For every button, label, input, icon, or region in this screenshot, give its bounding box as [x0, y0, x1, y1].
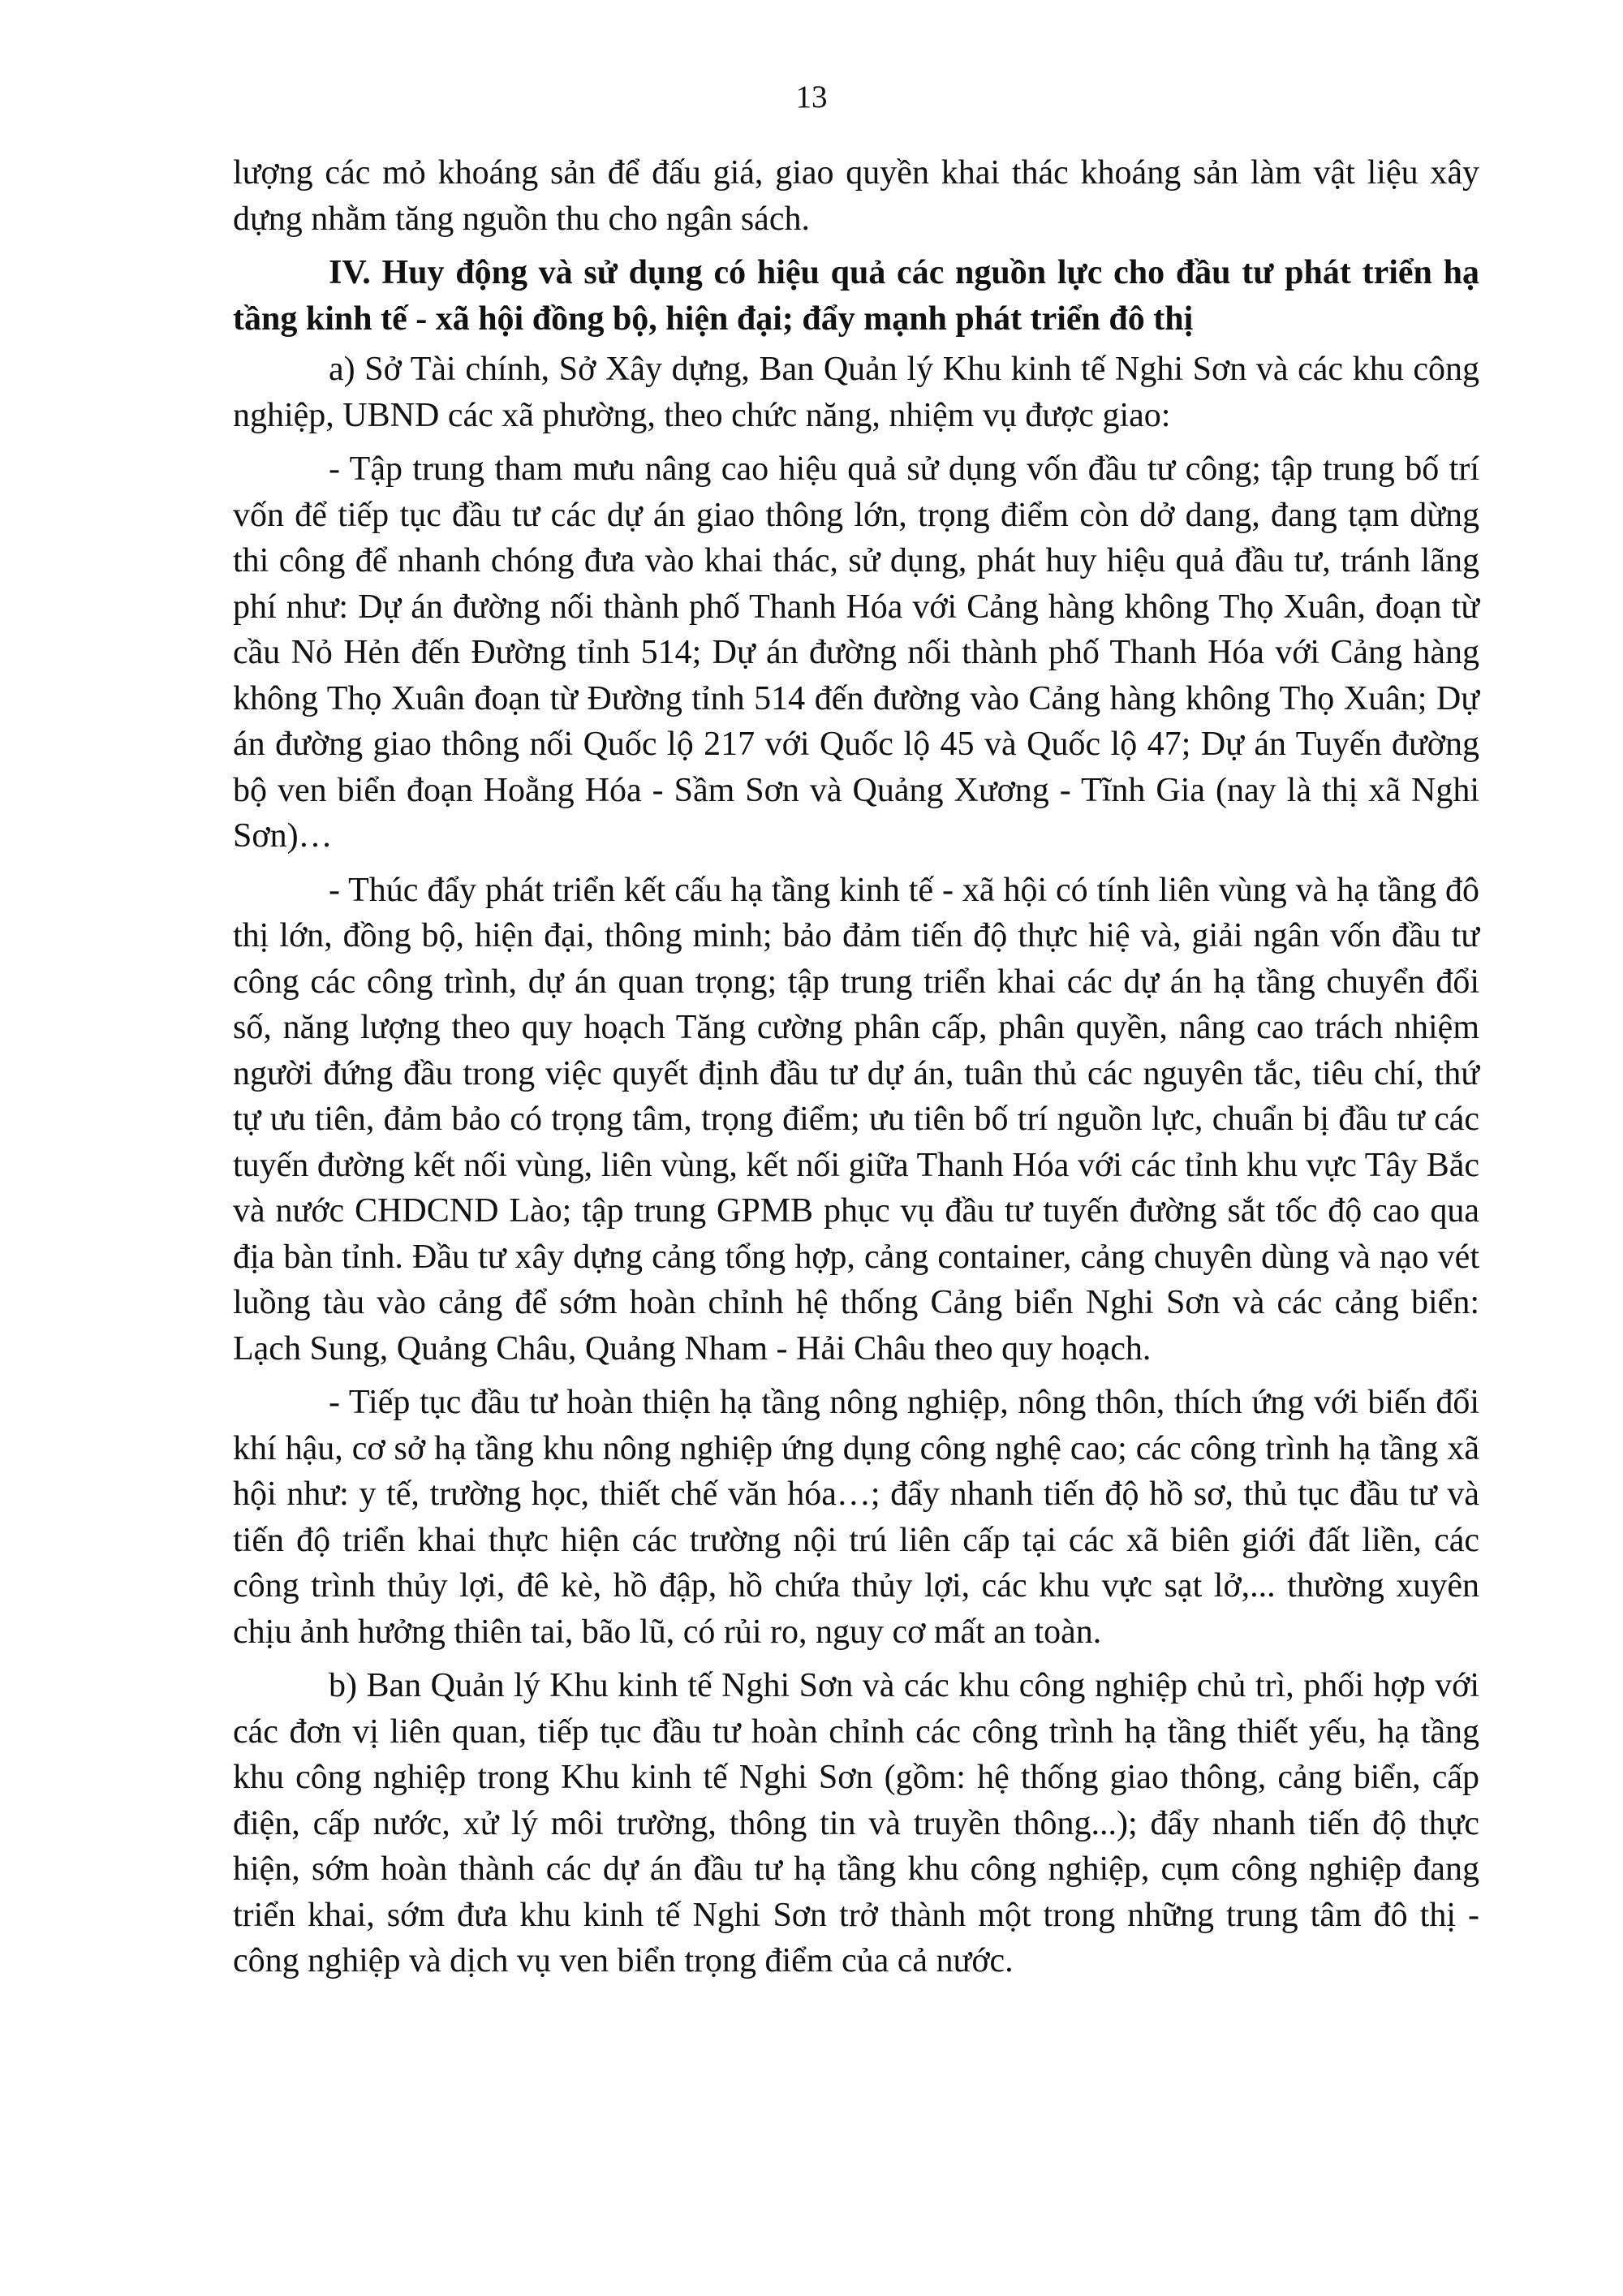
- page-number: 13: [795, 80, 828, 114]
- paragraph-a-item-1: - Tập trung tham mưu nâng cao hiệu quả sử dụng vốn đầu tư công; tập trung bố trí vốn để tiếp tục đầu tư các dự án giao thông lớn, trọng điểm còn dở dang, đang tạm dừng thi công để nhanh chóng đưa vào khai thác, sử dụng, phát huy hiệu quả đầu tư, tránh lãng phí như: Dự án đường nối thành phố Thanh Hóa với Cảng hàng không Thọ Xuân, đoạn từ cầu Nỏ Hẻn đến Đường tỉnh 514; Dự án đường nối thành phố Thanh Hóa với Cảng hàng không Thọ Xuân đoạn từ Đường tỉnh 514 đến đường vào Cảng hàng không Thọ Xuân; Dự án đường giao thông nối Quốc lộ 217 với Quốc lộ 45 và Quốc lộ 47; Dự án Tuyến đường bộ ven biển đoạn Hoằng Hóa - Sầm Sơn và Quảng Xương - Tĩnh Gia (nay là thị xã Nghi Sơn)…: [233, 450, 1479, 855]
- document-body: [233, 150, 1479, 1992]
- paragraph-continuation: lượng các mỏ khoáng sản để đấu giá, giao quyền khai thác khoáng sản làm vật liệu xây dựng nhằm tăng nguồn thu cho ngân sách.: [233, 154, 1479, 238]
- paragraph-a-item-3: - Tiếp tục đầu tư hoàn thiện hạ tầng nông nghiệp, nông thôn, thích ứng với biến đổi khí hậu, cơ sở hạ tầng khu nông nghiệp ứng dụng công nghệ cao; các công trình hạ tầng xã hội như: y tế, trường học, thiết chế văn hóa…; đẩy nhanh tiến độ hồ sơ, thủ tục đầu tư và tiến độ triển khai thực hiện các trường nội trú liên cấp tại các xã biên giới đất liền, các công trình thủy lợi, đê kè, hồ đập, hồ chứa thủy lợi, các khu vực sạt lở,... thường xuyên chịu ảnh hưởng thiên tai, bão lũ, có rủi ro, nguy cơ mất an toàn.: [233, 1384, 1479, 1651]
- paragraph-a: a) Sở Tài chính, Sở Xây dựng, Ban Quản lý Khu kinh tế Nghi Sơn và các khu công nghiệp, UBND các xã phường, theo chức năng, nhiệm vụ được giao:: [233, 351, 1479, 434]
- section-heading: IV. Huy động và sử dụng có hiệu quả các nguồn lực cho đầu tư phát triển hạ tầng kinh tế - xã hội đồng bộ, hiện đại; đẩy mạnh phát triển đô thị: [233, 254, 1479, 338]
- paragraph-a-item-2: - Thúc đẩy phát triển kết cấu hạ tầng kinh tế - xã hội có tính liên vùng và hạ tầng đô thị lớn, đồng bộ, hiện đại, thông minh; bảo đảm tiến độ thực hiệ và, giải ngân vốn đầu tư công các công trình, dự án quan trọng; tập trung triển khai các dự án hạ tầng chuyển đổi số, năng lượng theo quy hoạch Tăng cường phân cấp, phân quyền, nâng cao trách nhiệm người đứng đầu trong việc quyết định đầu tư dự án, tuân thủ các nguyên tắc, tiêu chí, thứ tự ưu tiên, đảm bảo có trọng tâm, trọng điểm; ưu tiên bố trí nguồn lực, chuẩn bị đầu tư các tuyến đường kết nối vùng, liên vùng, kết nối giữa Thanh Hóa với các tỉnh khu vực Tây Bắc và nước CHDCND Lào; tập trung GPMB phục vụ đầu tư tuyến đường sắt tốc độ cao qua địa bàn tỉnh. Đầu tư xây dựng cảng tổng hợp, cảng container, cảng chuyên dùng và nạo vét luồng tàu vào cảng để sớm hoàn chỉnh hệ thống Cảng biển Nghi Sơn và các cảng biển: Lạch Sung, Quảng Châu, Quảng Nham - Hải Châu theo quy hoạch.: [233, 871, 1479, 1368]
- paragraph-b: b) Ban Quản lý Khu kinh tế Nghi Sơn và các khu công nghiệp chủ trì, phối hợp với các đơn vị liên quan, tiếp tục đầu tư hoàn chỉnh các công trình hạ tầng thiết yếu, hạ tầng khu công nghiệp trong Khu kinh tế Nghi Sơn (gồm: hệ thống giao thông, cảng biển, cấp điện, cấp nước, xử lý môi trường, thông tin và truyền thông...); đẩy nhanh tiến độ thực hiện, sớm hoàn thành các dự án đầu tư hạ tầng khu công nghiệp, cụm công nghiệp đang triển khai, sớm đưa khu kinh tế Nghi Sơn trở thành một trong những trung tâm đô thị - công nghiệp và dịch vụ ven biển trọng điểm của cả nước.: [233, 1667, 1479, 1979]
